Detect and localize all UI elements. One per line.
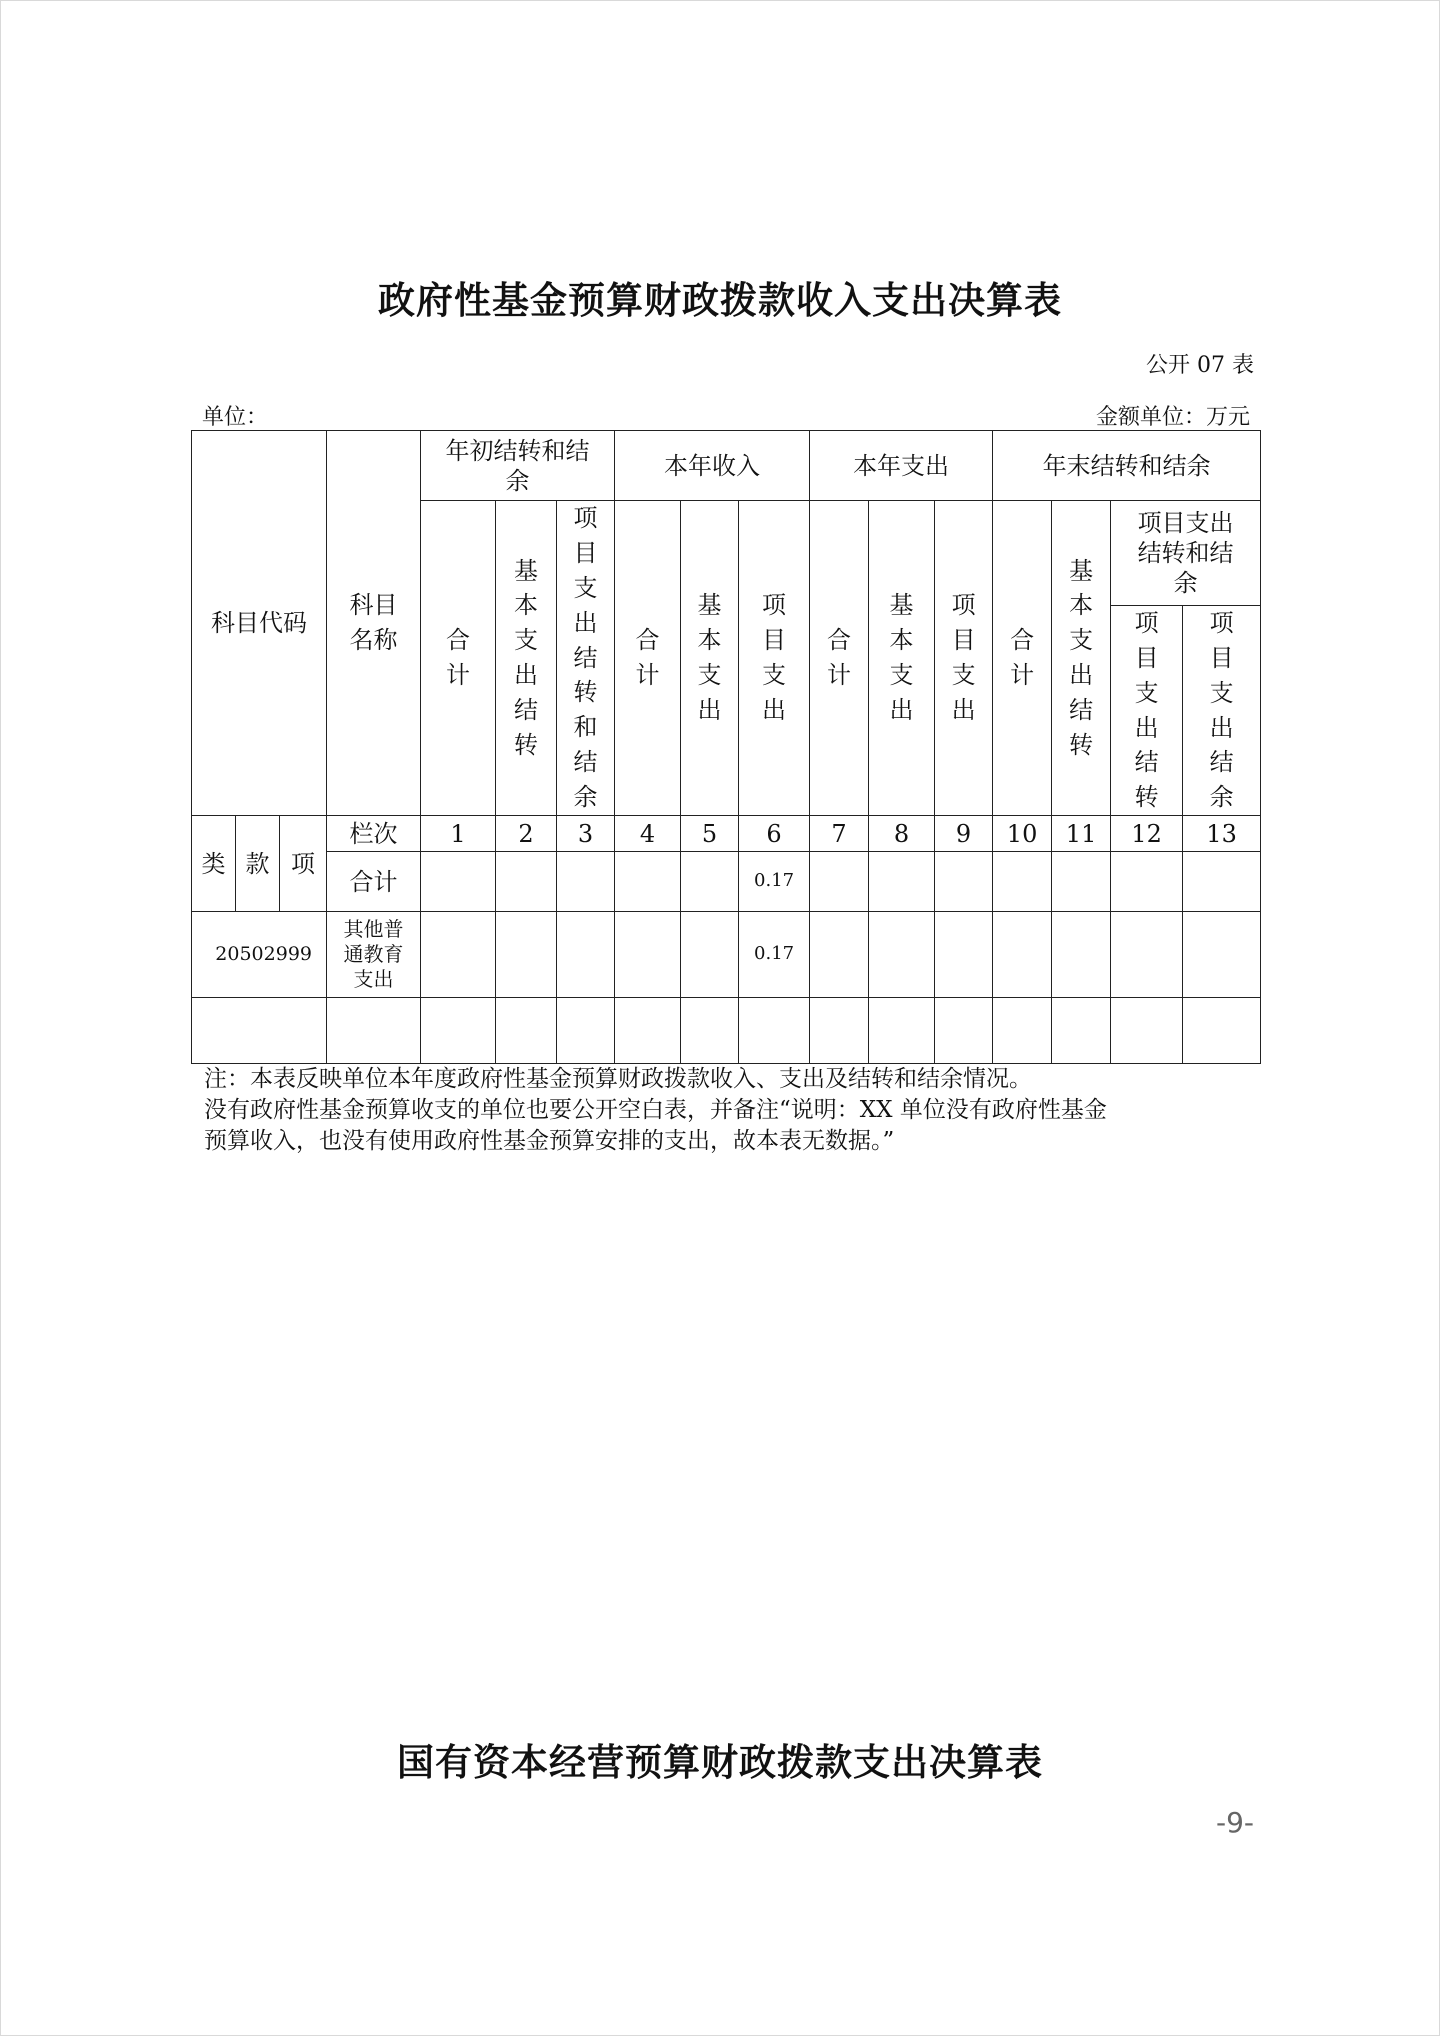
column-number: 10 (993, 816, 1052, 852)
header-expense-total: 合计 (810, 501, 869, 816)
table-cell (1183, 852, 1261, 912)
header-end-basic: 基本支出结转 (1052, 501, 1111, 816)
header-begin-project: 项目支出结转和结余 (557, 501, 615, 816)
amount-unit-label: 金额单位：万元 (1095, 405, 1250, 430)
column-number: 2 (496, 816, 557, 852)
column-index-row (192, 816, 1261, 852)
next-section-title: 国有资本经营预算财政拨款支出决算表 (397, 1741, 1043, 1784)
column-number: 5 (681, 816, 739, 852)
header-end-total: 合计 (993, 501, 1052, 816)
header-income-project: 项目支出 (739, 501, 810, 816)
table-cell (1111, 852, 1183, 912)
table-cell (810, 998, 869, 1064)
table-cell (615, 912, 681, 998)
table-cell (1052, 852, 1111, 912)
table-cell (421, 852, 496, 912)
header-expense-group: 本年支出 (810, 431, 993, 501)
header-row-groups (192, 431, 1261, 501)
table-cell (935, 998, 993, 1064)
table-cell (496, 912, 557, 998)
table-row (192, 912, 1261, 998)
header-end-project-carry: 项目支出结转 (1111, 606, 1183, 816)
table-cell (421, 912, 496, 998)
table-cell (993, 998, 1052, 1064)
table-cell (681, 998, 739, 1064)
header-xiang: 项 (280, 816, 327, 912)
table-cell (739, 998, 810, 1064)
total-row (192, 852, 1261, 912)
table-cell (869, 852, 935, 912)
table-cell (869, 912, 935, 998)
table-cell (681, 852, 739, 912)
table-cell (615, 998, 681, 1064)
column-index-label: 栏次 (327, 816, 421, 852)
column-number: 1 (421, 816, 496, 852)
table-cell (327, 998, 421, 1064)
table-cell (496, 998, 557, 1064)
table-cell (1111, 912, 1183, 998)
column-number: 7 (810, 816, 869, 852)
header-name: 科目名称 (327, 431, 421, 816)
row-code: 20502999 (192, 912, 327, 998)
table-cell (557, 998, 615, 1064)
header-expense-basic: 基本支出 (869, 501, 935, 816)
table-cell (810, 852, 869, 912)
table-cell (993, 852, 1052, 912)
header-lei: 类 (192, 816, 236, 912)
header-expense-project: 项目支出 (935, 501, 993, 816)
column-number: 9 (935, 816, 993, 852)
column-number: 3 (557, 816, 615, 852)
table-notes (204, 1064, 1264, 1157)
page-number: -9- (1215, 1806, 1254, 1839)
header-end-group: 年末结转和结余 (993, 431, 1261, 501)
table-cell: 0.17 (739, 852, 810, 912)
note-line: 预算收入，也没有使用政府性基金预算安排的支出，故本表无数据。” (204, 1128, 895, 1154)
column-number: 11 (1052, 816, 1111, 852)
table-cell (1052, 912, 1111, 998)
header-income-group: 本年收入 (615, 431, 810, 501)
column-number: 8 (869, 816, 935, 852)
table-cell (557, 852, 615, 912)
header-kuan: 款 (236, 816, 280, 912)
header-income-total: 合计 (615, 501, 681, 816)
header-begin-basic: 基本支出结转 (496, 501, 557, 816)
table-cell (496, 852, 557, 912)
row-name: 其他普通教育支出 (327, 912, 421, 998)
table-cell (421, 998, 496, 1064)
note-line: 没有政府性基金预算收支的单位也要公开空白表，并备注“说明：XX 单位没有政府性基金 (204, 1097, 1107, 1123)
empty-row (192, 998, 1261, 1064)
header-end-project-group: 项目支出结转和结余 (1111, 501, 1261, 606)
table-cell (810, 912, 869, 998)
table-cell (1052, 998, 1111, 1064)
table-cell: 0.17 (739, 912, 810, 998)
header-begin-group: 年初结转和结余 (421, 431, 615, 501)
header-code: 科目代码 (192, 431, 327, 816)
table-cell (1111, 998, 1183, 1064)
header-income-basic: 基本支出 (681, 501, 739, 816)
table-cell (557, 912, 615, 998)
note-line: 注：本表反映单位本年度政府性基金预算财政拨款收入、支出及结转和结余情况。 (204, 1066, 1032, 1092)
column-number: 6 (739, 816, 810, 852)
table-cell (192, 998, 327, 1064)
fund-budget-table (191, 430, 1261, 1064)
header-end-project-balance: 项目支出结余 (1183, 606, 1261, 816)
total-label: 合计 (327, 852, 421, 912)
unit-label: 单位： (202, 405, 269, 430)
form-number: 公开 07 表 (1146, 353, 1254, 378)
table-cell (615, 852, 681, 912)
column-number: 12 (1111, 816, 1183, 852)
table-cell (935, 852, 993, 912)
column-number: 4 (615, 816, 681, 852)
table-cell (993, 912, 1052, 998)
page-title: 政府性基金预算财政拨款收入支出决算表 (378, 279, 1062, 322)
table-cell (1183, 998, 1261, 1064)
table-cell (935, 912, 993, 998)
table-cell (869, 998, 935, 1064)
table-cell (1183, 912, 1261, 998)
header-begin-total: 合计 (421, 501, 496, 816)
table-cell (681, 912, 739, 998)
column-number: 13 (1183, 816, 1261, 852)
